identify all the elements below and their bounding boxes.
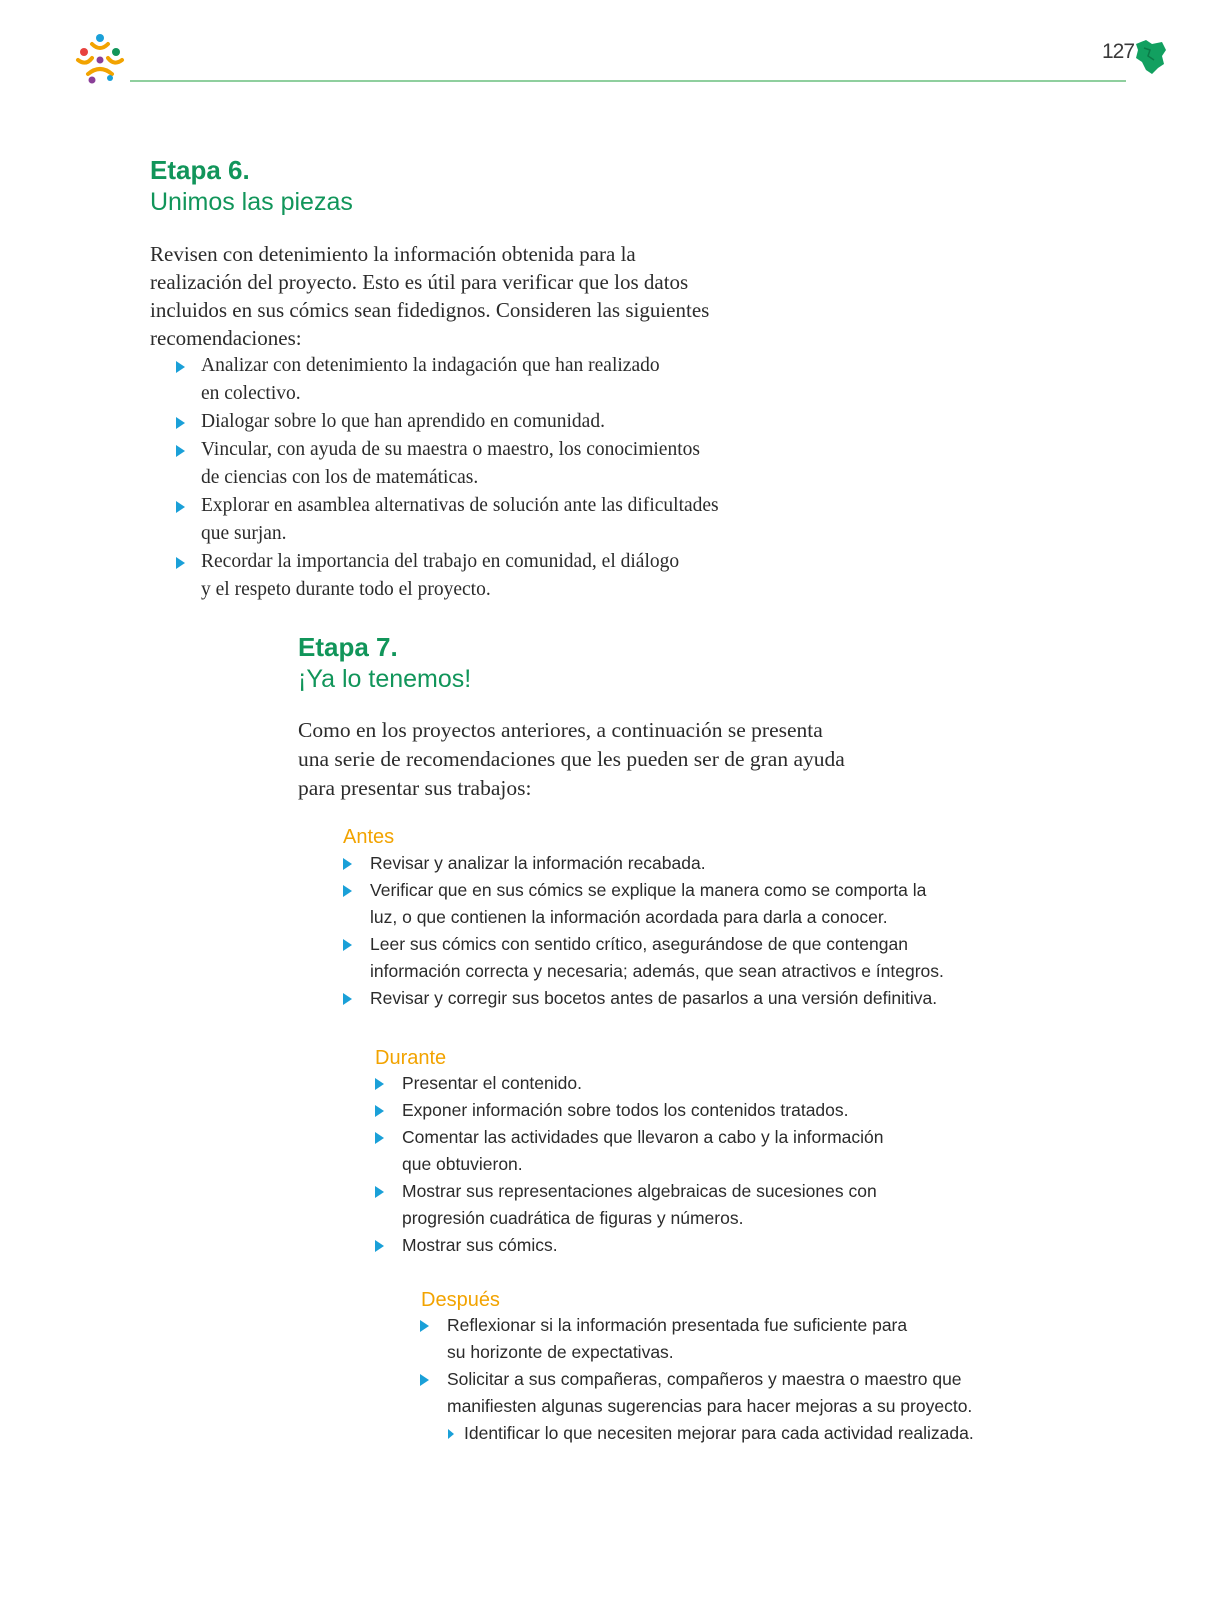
item-line: Recordar la importancia del trabajo en comunidad, el diálogo xyxy=(201,551,680,572)
item-line: Dialogar sobre lo que han aprendido en comunidad. xyxy=(201,411,605,432)
bullet-arrow-icon xyxy=(420,1320,429,1332)
antes-list xyxy=(341,850,944,1012)
item-line: Reflexionar si la información presentada fue suficiente para xyxy=(447,1315,908,1335)
item-line: de ciencias con los de matemáticas. xyxy=(201,467,479,488)
intro-line: para presentar sus trabajos: xyxy=(298,776,532,800)
despues-list xyxy=(418,1312,972,1420)
small-bullet-arrow-icon xyxy=(448,1429,454,1439)
header-rule xyxy=(130,80,1126,82)
item-line: que obtuvieron. xyxy=(402,1154,523,1174)
bullet-arrow-icon xyxy=(176,557,185,569)
list-item xyxy=(418,1366,972,1420)
list-item xyxy=(174,408,719,436)
list-item xyxy=(174,492,719,548)
intro-line: recomendaciones: xyxy=(150,326,302,350)
etapa6-title: Unimos las piezas xyxy=(150,188,353,216)
list-item xyxy=(373,1178,884,1232)
list-item xyxy=(341,985,944,1012)
bullet-arrow-icon xyxy=(375,1105,384,1117)
item-line: luz, o que contienen la información acordada para darla a conocer. xyxy=(370,907,888,927)
bullet-arrow-icon xyxy=(176,361,185,373)
list-item xyxy=(174,352,719,408)
item-line: información correcta y necesaria; además, que sean atractivos e íntegros. xyxy=(370,961,944,981)
list-item xyxy=(373,1097,884,1124)
item-line: Leer sus cómics con sentido crítico, asegurándose de que contengan xyxy=(370,934,908,954)
intro-line: Como en los proyectos anteriores, a continuación se presenta xyxy=(298,718,823,742)
bullet-arrow-icon xyxy=(343,885,352,897)
bullet-arrow-icon xyxy=(176,417,185,429)
bullet-arrow-icon xyxy=(343,858,352,870)
item-line: Exponer información sobre todos los contenidos tratados. xyxy=(402,1100,849,1120)
item-line: Revisar y analizar la información recabada. xyxy=(370,853,706,873)
etapa6-number: Etapa 6. xyxy=(150,155,250,185)
item-line: en colectivo. xyxy=(201,383,301,404)
etapa7-number: Etapa 7. xyxy=(298,632,398,662)
item-line: Vincular, con ayuda de su maestra o maestro, los conocimientos xyxy=(201,439,700,460)
list-item xyxy=(341,931,944,985)
item-line: y el respeto durante todo el proyecto. xyxy=(201,579,491,600)
bullet-arrow-icon xyxy=(343,993,352,1005)
intro-line: una serie de recomendaciones que les pueden ser de gran ayuda xyxy=(298,747,845,771)
bullet-arrow-icon xyxy=(343,939,352,951)
etapa7-heading xyxy=(298,631,471,695)
item-line: que surjan. xyxy=(201,523,287,544)
bullet-arrow-icon xyxy=(420,1374,429,1386)
item-line: Revisar y corregir sus bocetos antes de pasarlos a una versión definitiva. xyxy=(370,988,938,1008)
item-line: Explorar en asamblea alternativas de solución ante las dificultades xyxy=(201,495,719,516)
intro-line: realización del proyecto. Esto es útil para verificar que los datos xyxy=(150,270,689,294)
bullet-arrow-icon xyxy=(375,1132,384,1144)
page-number: 127 xyxy=(1102,40,1135,63)
item-line: Mostrar sus representaciones algebraicas de sucesiones con xyxy=(402,1181,877,1201)
green-state-map-icon xyxy=(1132,38,1168,76)
etapa7-title: ¡Ya lo tenemos! xyxy=(298,665,472,693)
etapa6-recommendations xyxy=(174,352,719,604)
despues-sub-item xyxy=(448,1420,974,1447)
despues-subheading: Después xyxy=(421,1289,500,1311)
list-item xyxy=(418,1312,972,1366)
bullet-arrow-icon xyxy=(375,1186,384,1198)
intro-line: Revisen con detenimiento la información obtenida para la xyxy=(150,242,636,266)
list-item xyxy=(174,548,719,604)
bullet-arrow-icon xyxy=(375,1240,384,1252)
item-line: manifiesten algunas sugerencias para hacer mejoras a su proyecto. xyxy=(447,1396,973,1416)
bullet-arrow-icon xyxy=(176,445,185,457)
item-line: Mostrar sus cómics. xyxy=(402,1235,558,1255)
list-item xyxy=(341,877,944,931)
list-item xyxy=(174,436,719,492)
list-item xyxy=(373,1070,884,1097)
list-item xyxy=(373,1124,884,1178)
item-line: Comentar las actividades que llevaron a cabo y la información xyxy=(402,1127,884,1147)
antes-subheading: Antes xyxy=(343,826,395,848)
etapa6-intro xyxy=(150,240,709,352)
item-line: su horizonte de expectativas. xyxy=(447,1342,674,1362)
item-line: Verificar que en sus cómics se explique la manera como se comporta la xyxy=(370,880,927,900)
durante-subheading: Durante xyxy=(375,1047,447,1069)
item-line: progresión cuadrática de figuras y números. xyxy=(402,1208,744,1228)
durante-list xyxy=(373,1070,884,1259)
sub-item-text: Identificar lo que necesiten mejorar para cada actividad realizada. xyxy=(464,1423,974,1443)
item-line: Analizar con detenimiento la indagación que han realizado xyxy=(201,355,660,376)
etapa7-intro xyxy=(298,716,845,803)
etapa6-heading xyxy=(150,154,353,218)
list-item xyxy=(341,850,944,877)
colorful-figures-logo-icon xyxy=(70,30,130,86)
item-line: Solicitar a sus compañeras, compañeros y maestra o maestro que xyxy=(447,1369,962,1389)
intro-line: incluidos en sus cómics sean fidedignos. Consideren las siguientes xyxy=(150,298,710,322)
bullet-arrow-icon xyxy=(375,1078,384,1090)
item-line: Presentar el contenido. xyxy=(402,1073,582,1093)
list-item xyxy=(373,1232,884,1259)
bullet-arrow-icon xyxy=(176,501,185,513)
